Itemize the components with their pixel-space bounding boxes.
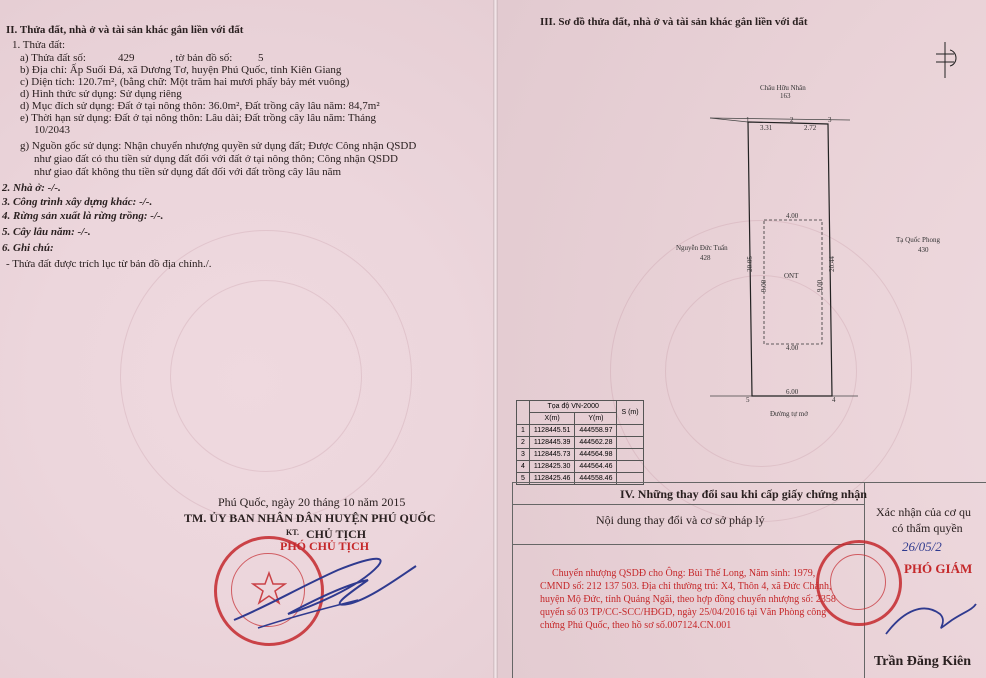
address: b) Địa chỉ: Ấp Suối Đá, xã Dương Tơ, huyện Phú Quốc, tỉnh Kiên Giang	[20, 64, 342, 76]
change-line-1: Chuyển nhượng QSDĐ cho Ông: Bùi Thế Long, Năm sinh: 1979,	[552, 568, 816, 579]
usage-form: d) Hình thức sử dụng: Sử dụng riêng	[20, 88, 182, 100]
watermark-drum-left-inner	[170, 280, 362, 472]
coord-s	[617, 461, 643, 473]
point-5: 5	[746, 396, 750, 404]
vice-chairman-title: PHÓ CHỦ TỊCH	[280, 539, 370, 553]
coord-col-s: S (m)	[617, 401, 643, 425]
map-number: 5	[258, 52, 264, 64]
page-fold	[493, 0, 498, 678]
coord-x: 1128445.51	[529, 425, 574, 437]
handwritten-date: 26/05/2	[902, 539, 942, 554]
chairman-title: CHỦ TỊCH	[306, 527, 367, 541]
dim-inner-right: 9.00	[816, 279, 825, 293]
dim-bottom: 6.00	[786, 388, 799, 396]
west-neighbor: Nguyễn Đức Tuấn	[676, 244, 728, 252]
coord-point: 2	[517, 437, 530, 449]
house: 2. Nhà ở: -/-.	[2, 182, 61, 194]
change-line-2: CMND số: 212 137 503. Địa chỉ thường trú: X4, Thôn 4, xã Đức Chánh,	[540, 581, 832, 592]
parcel-number: 429	[118, 52, 135, 64]
coord-point: 5	[517, 473, 530, 485]
perennial-trees: 5. Cây lâu năm: -/-.	[2, 226, 91, 238]
point-1: 1	[746, 116, 750, 124]
committee-name: TM. ỦY BAN NHÂN DÂN HUYỆN PHÚ QUỐC	[184, 511, 436, 525]
dim-inner-left: 9.00	[760, 279, 769, 293]
coord-s	[617, 437, 643, 449]
table-row	[517, 425, 644, 437]
point-2: 2	[790, 116, 794, 124]
south-road: Đường tự mở	[770, 410, 808, 418]
note-text: - Thửa đất được trích lục từ bản đồ địa chính./.	[6, 258, 212, 270]
section3-title: III. Sơ đồ thửa đất, nhà ở và tài sản khác gắn liền với đất	[540, 16, 808, 28]
confirm-title: PHÓ GIÁM	[904, 561, 973, 576]
table-row	[517, 449, 644, 461]
change-line-4: quyển số 03 TP/CC-SCC/HĐGD, ngày 25/04/2016 tại Văn Phòng công	[540, 607, 827, 618]
coord-point: 3	[517, 449, 530, 461]
coord-point: 4	[517, 461, 530, 473]
usage-term: e) Thời hạn sử dụng: Đất ở tại nông thôn: Lâu dài; Đất trồng cây lâu năm: Tháng	[20, 112, 376, 124]
coord-x: 1128445.39	[529, 437, 574, 449]
table-row	[517, 461, 644, 473]
area: c) Diện tích: 120.7m², (bằng chữ: Một trăm hai mươi phẩy bảy mét vuông)	[20, 76, 350, 88]
origin-line-2: như giao đất có thu tiền sử dụng đất đối với đất ở tại nông thôn; Công nhận QSDD	[34, 153, 398, 165]
coord-y: 444562.28	[575, 437, 617, 449]
issue-date: Phú Quốc, ngày 20 tháng 10 năm 2015	[218, 495, 406, 509]
table-row	[517, 437, 644, 449]
notes-title: 6. Ghi chú:	[2, 242, 54, 254]
north-arrow-icon	[930, 40, 960, 80]
coord-header: Tọa độ VN-2000	[529, 401, 617, 413]
west-neighbor-no: 428	[700, 254, 711, 262]
on-behalf-label: KT.	[286, 528, 299, 537]
signature-right	[880, 590, 980, 650]
item-parcel: 1. Thửa đất:	[12, 39, 66, 51]
change-line-3: huyện Mộ Đức, tỉnh Quảng Ngãi, theo hợp đồng chuyển nhượng số: 2358	[540, 594, 836, 605]
parcel-number-label: a) Thửa đất số:	[20, 52, 86, 64]
confirm-header-1: Xác nhận của cơ qu	[876, 505, 971, 519]
changes-content-header: Nội dung thay đổi và cơ sở pháp lý	[596, 513, 765, 527]
coord-x: 1128445.73	[529, 449, 574, 461]
origin-line-3: như giao đất không thu tiền sử dụng đất đối với đất trồng cây lâu năm	[34, 166, 342, 178]
section4-title: IV. Những thay đổi sau khi cấp giấy chứng nhận	[620, 487, 867, 501]
coordinate-table	[516, 400, 644, 485]
land-type-code: ONT	[784, 272, 799, 280]
parcel-diagram	[700, 108, 860, 408]
origin-line-1: g) Nguồn gốc sử dụng: Nhận chuyển nhượng quyền sử dụng đất; Được Công nhận QSDD	[20, 140, 417, 152]
north-neighbor: Châu Hữu Nhân	[760, 84, 806, 92]
coord-col-y: Y(m)	[575, 413, 617, 425]
coord-x: 1128425.46	[529, 473, 574, 485]
usage-purpose: d) Mục đích sử dụng: Đất ở tại nông thôn: 36.0m², Đất trồng cây lâu năm: 84,7m²	[20, 100, 380, 112]
dim-left: 20.05	[745, 256, 754, 272]
north-neighbor-no: 163	[780, 92, 791, 100]
point-4: 4	[832, 396, 836, 404]
section2-title: II. Thửa đất, nhà ở và tài sản khác gắn liền với đất	[6, 24, 244, 36]
map-number-label: , tờ bản đồ số:	[170, 52, 233, 64]
dim-inner-bottom: 4.00	[786, 344, 799, 352]
coord-col-x: X(m)	[529, 413, 574, 425]
east-neighbor: Tạ Quốc Phong	[896, 236, 940, 244]
coord-point: 1	[517, 425, 530, 437]
east-neighbor-no: 430	[918, 246, 929, 254]
dim-inner-top: 4.00	[786, 212, 799, 220]
coord-y: 444558.97	[575, 425, 617, 437]
dim-right: 20.44	[827, 256, 836, 272]
production-forest: 4. Rừng sản xuất là rừng trồng: -/-.	[2, 210, 164, 222]
coord-y: 444558.46	[575, 473, 617, 485]
coord-table-corner	[517, 401, 530, 425]
coord-s	[617, 449, 643, 461]
confirm-signer: Trần Đăng Kiên	[874, 654, 971, 669]
other-construction: 3. Công trình xây dựng khác: -/-.	[2, 196, 153, 208]
coord-y: 444564.98	[575, 449, 617, 461]
coord-x: 1128425.30	[529, 461, 574, 473]
usage-term-cont: 10/2043	[34, 124, 71, 136]
dim-top-2: 2.72	[804, 124, 817, 132]
confirm-header-2: có thẩm quyền	[892, 521, 963, 535]
dim-top-1: 3.31	[760, 124, 773, 132]
point-3: 3	[828, 116, 832, 124]
coord-s	[617, 425, 643, 437]
coord-y: 444564.46	[575, 461, 617, 473]
change-line-5: chứng Phú Quốc, theo hồ sơ số.007124.CN.001	[540, 620, 732, 631]
signature-left	[228, 548, 428, 638]
